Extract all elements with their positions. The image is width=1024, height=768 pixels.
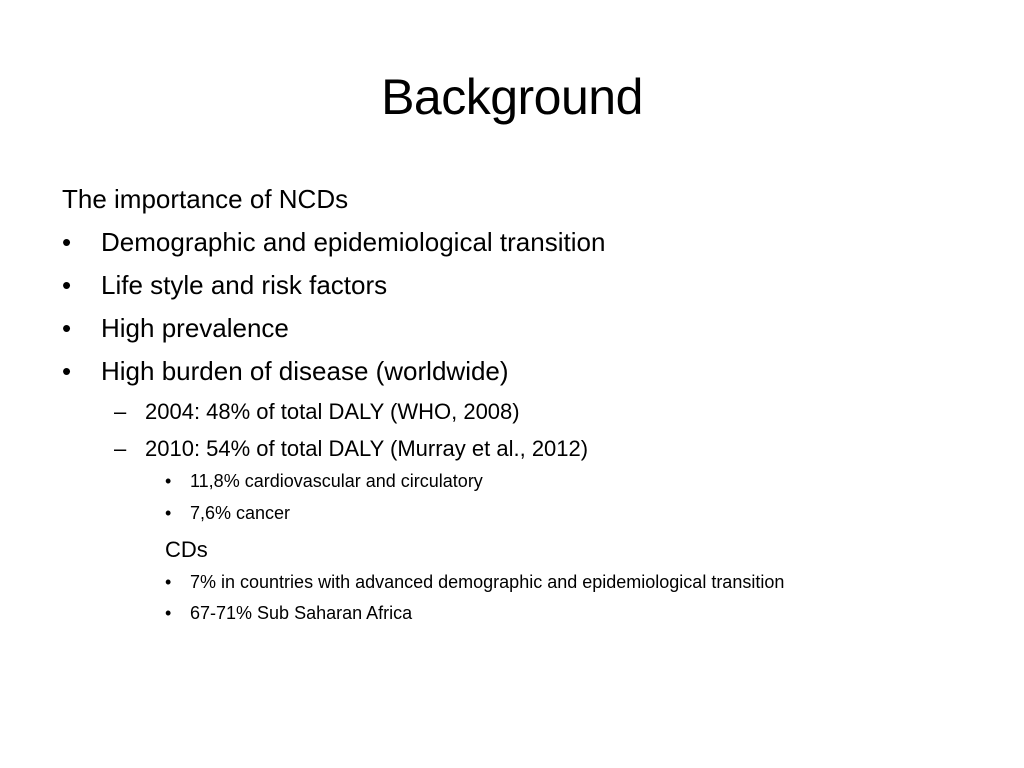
bullet-text: Demographic and epidemiological transition: [101, 227, 606, 257]
ncd-item-text: 7,6% cancer: [190, 503, 291, 523]
bullet-marker: •: [165, 471, 172, 491]
cds-item-text: 7% in countries with advanced demographic and epidemiological transition: [190, 572, 785, 592]
ncd-item: [62, 467, 962, 495]
bullet-text: High burden of disease (worldwide): [101, 356, 509, 386]
bullet-marker: •: [62, 313, 72, 343]
ncd-item-text: 11,8% cardiovascular and circulatory: [190, 471, 483, 491]
bullet-marker: •: [165, 572, 172, 592]
cds-item: [62, 599, 962, 627]
bullet-text: Life style and risk factors: [101, 270, 388, 300]
bullet-item: [62, 221, 962, 264]
bullet-item: [62, 350, 962, 393]
bullet-marker: •: [62, 270, 72, 300]
slide-body: [62, 178, 962, 631]
sub-bullet-item: [62, 430, 962, 467]
bullet-marker: •: [165, 503, 172, 523]
slide-title: Background: [381, 69, 643, 125]
bullet-marker: •: [165, 603, 172, 623]
dash-marker: –: [114, 436, 127, 461]
bullet-marker: •: [62, 356, 72, 386]
sub-bullet-text: 2004: 48% of total DALY (WHO, 2008): [145, 399, 520, 424]
cds-item: [62, 569, 950, 595]
ncd-item: [62, 499, 962, 527]
intro-line: The importance of NCDs: [62, 184, 349, 214]
bullet-marker: •: [62, 227, 72, 257]
sub-bullet-text: 2010: 54% of total DALY (Murray et al., 2012): [145, 436, 589, 461]
bullet-text: High prevalence: [101, 313, 289, 343]
cds-heading: CDs: [165, 537, 208, 562]
bullet-item: [62, 264, 962, 307]
sub-bullet-item: [62, 393, 962, 430]
cds-item-text: 67-71% Sub Saharan Africa: [190, 603, 413, 623]
bullet-item: [62, 307, 962, 350]
dash-marker: –: [114, 399, 127, 424]
